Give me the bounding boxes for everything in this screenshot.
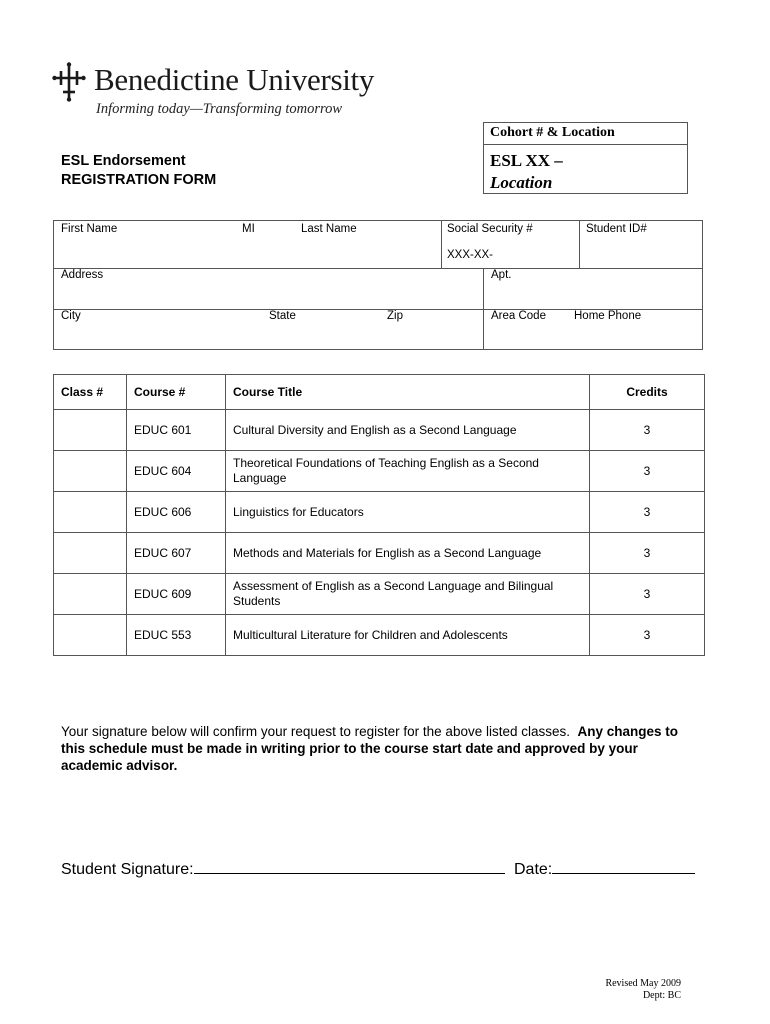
revision-note	[605, 978, 681, 1002]
form-title-line1: ESL Endorsement	[61, 153, 186, 169]
info-col-divider	[579, 221, 580, 268]
form-title-line2: REGISTRATION FORM	[61, 172, 217, 188]
course-title-cell: Cultural Diversity and English as a Second Language	[226, 410, 590, 451]
header-class-number: Class #	[54, 375, 127, 410]
info-row-divider	[54, 268, 702, 269]
signature-row	[61, 859, 695, 879]
credits-cell: 3	[590, 410, 705, 451]
revised-date: Revised May 2009	[605, 978, 681, 989]
student-id-field[interactable]: Student ID#	[586, 223, 647, 235]
home-phone-field[interactable]: Home Phone	[574, 310, 642, 322]
course-title-cell: Multicultural Literature for Children and Adolescents	[226, 615, 590, 656]
last-name-field[interactable]: Last Name	[301, 223, 357, 235]
credits-cell: 3	[590, 492, 705, 533]
course-title-cell: Assessment of English as a Second Language and Bilingual Students	[226, 574, 590, 615]
cohort-program: ESL XX –	[490, 151, 563, 170]
table-row	[54, 492, 705, 533]
credits-cell: 3	[590, 533, 705, 574]
state-field[interactable]: State	[269, 310, 296, 322]
course-title-cell: Theoretical Foundations of Teaching English as a Second Language	[226, 451, 590, 492]
course-number-cell: EDUC 601	[127, 410, 226, 451]
course-number-cell: EDUC 553	[127, 615, 226, 656]
university-name: Benedictine University	[94, 62, 375, 97]
info-col-divider	[483, 268, 484, 350]
area-code-field[interactable]: Area Code	[491, 310, 546, 322]
student-signature-line[interactable]	[194, 859, 505, 874]
course-number-cell: EDUC 607	[127, 533, 226, 574]
cohort-label: Cohort # & Location	[490, 125, 615, 140]
address-field[interactable]: Address	[61, 269, 104, 281]
header-course-number: Course #	[127, 375, 226, 410]
header-credits: Credits	[590, 375, 705, 410]
class-number-cell[interactable]	[54, 492, 127, 533]
table-row	[54, 615, 705, 656]
class-number-cell[interactable]	[54, 615, 127, 656]
zip-field[interactable]: Zip	[387, 310, 403, 322]
course-table-header	[54, 375, 705, 410]
class-number-cell[interactable]	[54, 451, 127, 492]
course-number-cell: EDUC 606	[127, 492, 226, 533]
table-row	[54, 533, 705, 574]
department-code: Dept: BC	[642, 990, 681, 1001]
apt-field[interactable]: Apt.	[491, 269, 512, 281]
university-tagline: Informing today—Transforming tomorrow	[96, 101, 342, 117]
course-table	[53, 374, 705, 656]
credits-cell: 3	[590, 615, 705, 656]
cohort-location: Location	[490, 173, 553, 192]
student-signature-label: Student Signature:	[61, 861, 194, 878]
credits-cell: 3	[590, 451, 705, 492]
ssn-field[interactable]: Social Security #	[447, 223, 533, 235]
course-number-cell: EDUC 609	[127, 574, 226, 615]
course-title-cell: Methods and Materials for English as a Second Language	[226, 533, 590, 574]
signature-statement	[61, 723, 701, 774]
city-field[interactable]: City	[61, 310, 81, 322]
first-name-field[interactable]: First Name	[61, 223, 118, 235]
class-number-cell[interactable]	[54, 410, 127, 451]
student-info-grid	[53, 220, 703, 350]
table-row	[54, 410, 705, 451]
middle-initial-field[interactable]: MI	[242, 223, 255, 235]
class-number-cell[interactable]	[54, 533, 127, 574]
university-cross-logo-icon	[52, 62, 86, 102]
course-title-cell: Linguistics for Educators	[226, 492, 590, 533]
ssn-value: XXX-XX-	[447, 249, 494, 261]
table-row	[54, 574, 705, 615]
cohort-location-box	[483, 122, 688, 194]
course-number-cell: EDUC 604	[127, 451, 226, 492]
statement-text: Your signature below will confirm your request to register for the above listed classes.	[61, 724, 570, 739]
info-col-divider	[441, 221, 442, 268]
date-line[interactable]	[552, 859, 695, 874]
date-label: Date:	[514, 861, 553, 878]
cohort-divider	[484, 144, 687, 145]
form-title	[61, 152, 216, 190]
credits-cell: 3	[590, 574, 705, 615]
table-row	[54, 451, 705, 492]
statement-bold-text: Any changes to this schedule must be made in writing prior to the course start date and approved by your academic advisor.	[61, 724, 679, 773]
class-number-cell[interactable]	[54, 574, 127, 615]
header-course-title: Course Title	[226, 375, 590, 410]
